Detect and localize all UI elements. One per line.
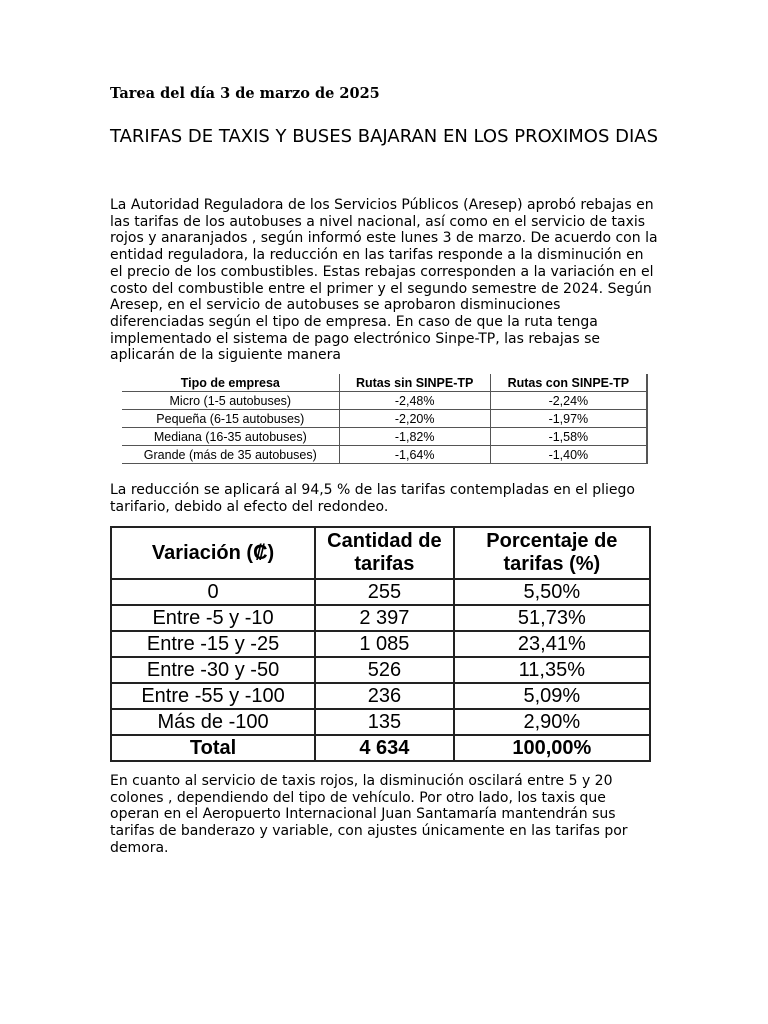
table-cell: 135 [315,709,454,735]
table-cell: 4 634 [315,735,454,761]
table-cell: Pequeña (6-15 autobuses) [122,410,339,428]
table-cell: 2 397 [315,605,454,631]
table-total-row [111,735,650,761]
table-row [111,605,650,631]
table-cell: -1,82% [339,428,490,446]
table-row [111,657,650,683]
table-row [111,709,650,735]
table-cell: -1,64% [339,446,490,464]
table-row [122,446,647,464]
table-cell: 51,73% [454,605,650,631]
table-header-row [122,374,647,392]
table-cell: -2,48% [339,392,490,410]
table-cell: Entre -55 y -100 [111,683,315,709]
table-cell: Mediana (16-35 autobuses) [122,428,339,446]
table-cell: Entre -15 y -25 [111,631,315,657]
table-cell: 0 [111,579,315,605]
table-row [122,428,647,446]
closing-paragraph: En cuanto al servicio de taxis rojos, la disminución oscilará entre 5 y 20 colones , dependiendo del tipo de vehículo. Por otro lado, los taxis que operan en el Aeropuerto Internacional Juan Santamaría mantendrán sus tarifas de banderazo y variable, con ajustes únicamente en las tarifas por demora. [110,773,628,856]
table-cell: -1,40% [490,446,647,464]
table-cell: Entre -5 y -10 [111,605,315,631]
table-cell: -2,20% [339,410,490,428]
middle-paragraph: La reducción se aplicará al 94,5 % de las tarifas contempladas en el pliego tarifario, debido al efecto del redondeo. [110,482,635,515]
tariff-variation-table [110,526,651,762]
table-cell: 5,09% [454,683,650,709]
table-cell: 2,90% [454,709,650,735]
table-cell: Entre -30 y -50 [111,657,315,683]
table-row [111,683,650,709]
table-cell: -1,58% [490,428,647,446]
table-header: Tipo de empresa [122,374,339,392]
table-row [111,631,650,657]
page-title: TARIFAS DE TAXIS Y BUSES BAJARAN EN LOS PROXIMOS DIAS [110,126,659,147]
table-header: Rutas sin SINPE-TP [339,374,490,392]
table-cell: Total [111,735,315,761]
table-cell: 1 085 [315,631,454,657]
table-row [122,410,647,428]
table-cell: 255 [315,579,454,605]
table-header: Porcentaje de tarifas (%) [454,527,650,579]
table-cell: -2,24% [490,392,647,410]
bus-discount-table [122,374,648,464]
table-cell: -1,97% [490,410,647,428]
table-cell: 11,35% [454,657,650,683]
table-cell: Más de -100 [111,709,315,735]
table-header: Cantidad de tarifas [315,527,454,579]
table-header-row [111,527,650,579]
table-row [122,392,647,410]
table-cell: 5,50% [454,579,650,605]
table-cell: 100,00% [454,735,650,761]
table-header: Variación (₡) [111,527,315,579]
table-cell: 236 [315,683,454,709]
table-row [111,579,650,605]
task-date: Tarea del día 3 de marzo de 2025 [110,85,380,102]
table-cell: Micro (1-5 autobuses) [122,392,339,410]
table-cell: Grande (más de 35 autobuses) [122,446,339,464]
intro-paragraph: La Autoridad Reguladora de los Servicios Públicos (Aresep) aprobó rebajas en las tarifas de los autobuses a nivel nacional, así como en el servicio de taxis rojos y anaranjados , según informó este lunes 3 de marzo. De acuerdo con la entidad reguladora, la reducción en las tarifas responde a la disminución en el precio de los combustibles. Estas rebajas corresponden a la variación en el costo del combustible entre el primer y el segundo semestre de 2024. Según Aresep, en el servicio de autobuses se aprobaron disminuciones diferenciadas según el tipo de empresa. En caso de que la ruta tenga implementado el sistema de pago electrónico Sinpe-TP, las rebajas se aplicarán de la siguiente manera [110,197,658,364]
table-cell: 526 [315,657,454,683]
table-header: Rutas con SINPE-TP [490,374,647,392]
table-cell: 23,41% [454,631,650,657]
